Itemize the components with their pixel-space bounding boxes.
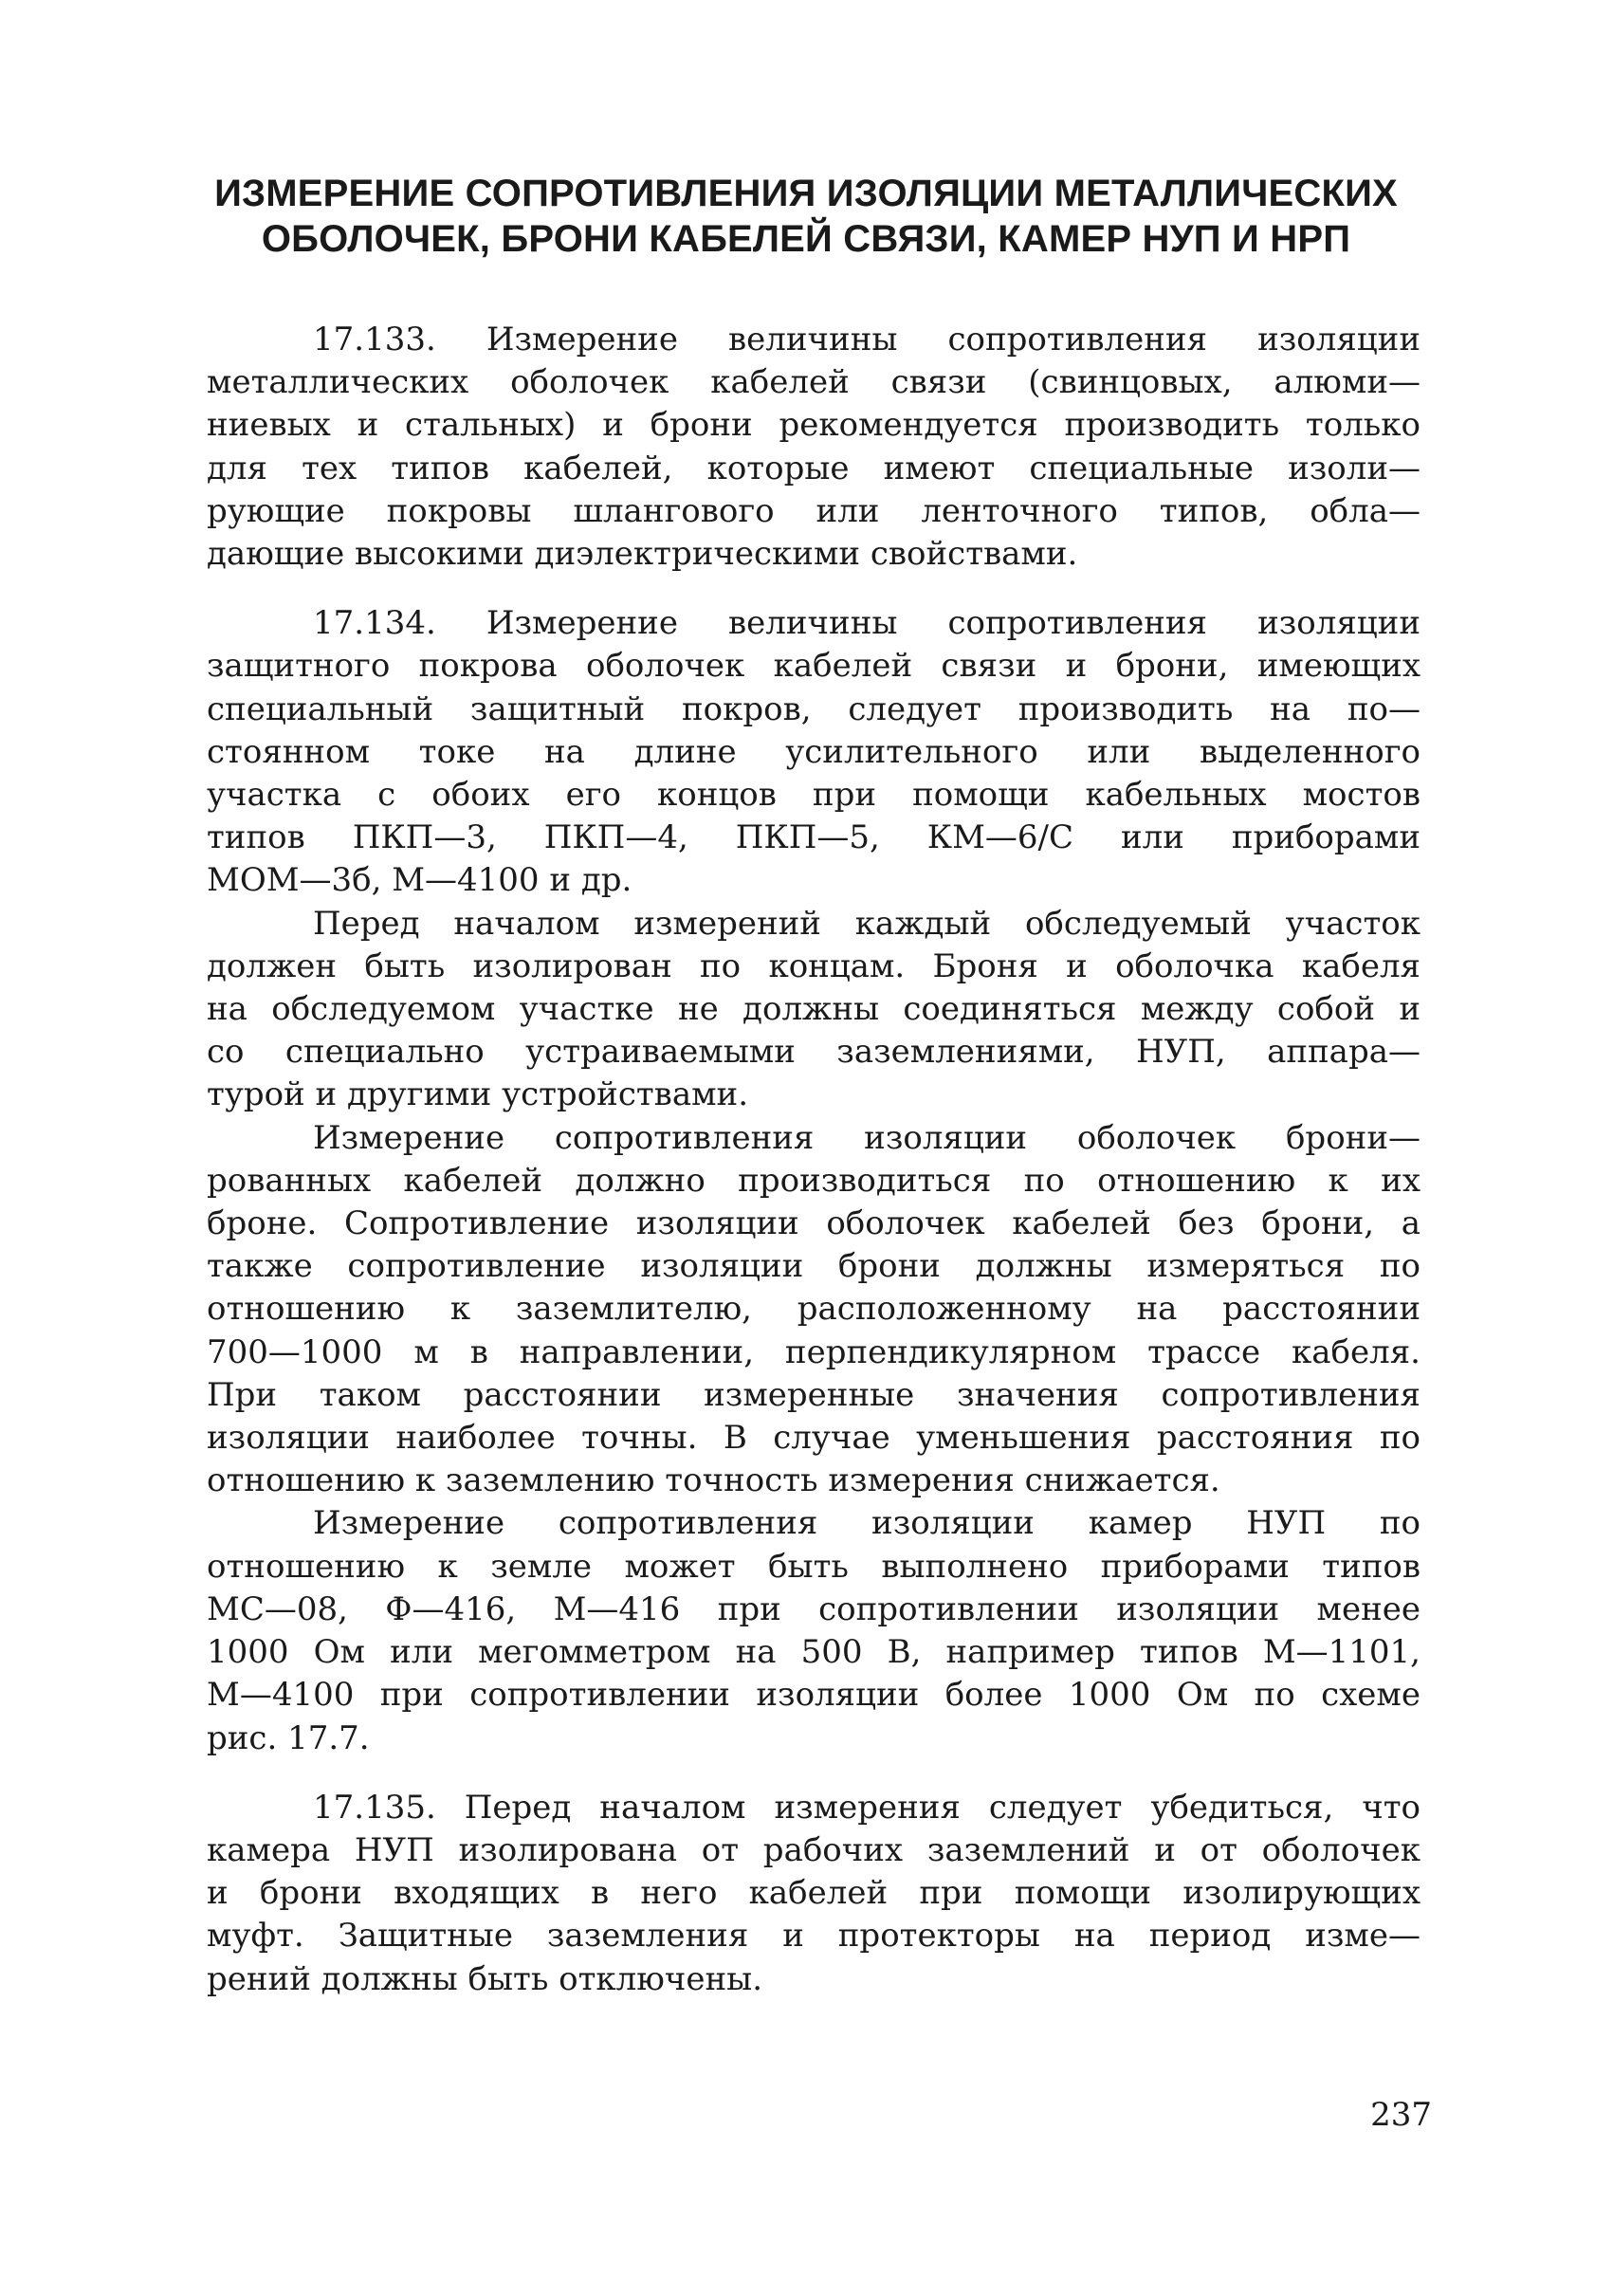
text-line: стоянном токе на длине усилительного или выделенного [207,732,1421,771]
text-line: также сопротивление изоляции брони должны измеряться по [207,1247,1421,1286]
text-line: рений должны быть отключены. [207,1959,763,1998]
section-heading-line-1: ИЗМЕРЕНИЕ СОПРОТИВЛЕНИЯ ИЗОЛЯЦИИ МЕТАЛЛИЧЕСКИХ [214,173,1398,214]
text-line: отношению к заземлению точность измерения снижается. [207,1461,1220,1500]
text-line: рованных кабелей должно производиться по отношению к их [207,1161,1421,1200]
text-line: ниевых и стальных) и брони рекомендуется производить только [207,406,1421,445]
text-line: отношению к земле может быть выполнено приборами типов [207,1547,1421,1586]
text-line: и брони входящих в него кабелей при помощи изолирующих [207,1874,1421,1913]
text-line: 17.135. Перед началом измерения следует убедиться, что [313,1788,1421,1827]
text-line: отношению к заземлителю, расположенному на расстоянии [207,1290,1421,1329]
section-heading [190,171,1422,262]
text-line: броне. Сопротивление изоляции оболочек кабелей без брони, а [207,1204,1421,1243]
text-line: Измерение сопротивления изоляции оболочек брони— [313,1118,1421,1157]
text-line: дающие высокими диэлектрическими свойствами. [207,535,1078,574]
paragraph-preparation [207,903,1421,1117]
text-line: 1000 Ом или мегомметром на 500 В, например типов М—1101, [207,1633,1421,1672]
text-line: рующие покровы шлангового или ленточного типов, обла— [207,491,1421,530]
paragraph-17-135 [207,1787,1421,2001]
text-line: Измерение сопротивления изоляции камер НУП по [313,1504,1421,1543]
text-line: МОМ—3б, М—4100 и др. [207,861,632,900]
text-line: При таком расстоянии измеренные значения сопротивления [207,1375,1421,1414]
paragraph-chamber-measurement [207,1502,1421,1759]
text-line: 700—1000 м в направлении, перпендикулярном трассе кабеля. [207,1332,1421,1371]
section-heading-line-2: ОБОЛОЧЕК, БРОНИ КАБЕЛЕЙ СВЯЗИ, КАМЕР НУП И НРП [261,218,1351,260]
paragraph-17-133 [207,319,1421,576]
text-line: МС—08, Ф—416, М—416 при сопротивлении изоляции менее [207,1589,1421,1628]
text-line: 17.133. Измерение величины сопротивления изоляции [313,321,1421,358]
text-line: на обследуемом участке не должны соединяться между собой и [207,990,1421,1029]
text-line: М—4100 при сопротивлении изоляции более 1000 Ом по схеме [207,1676,1421,1715]
text-line: типов ПКП—3, ПКП—4, ПКП—5, КМ—6/С или приборами [207,818,1421,857]
text-line: 17.134. Измерение величины сопротивления изоляции [313,604,1421,643]
text-line: должен быть изолирован по концам. Броня и оболочка кабеля [207,946,1421,985]
page-number: 237 [1370,2096,1432,2134]
text-line: специальный защитный покров, следует производить на по— [207,689,1421,728]
text-line: защитного покрова оболочек кабелей связи и брони, имеющих [207,647,1421,686]
paragraph-sheath-measurement [207,1117,1421,1503]
text-line: со специально устраиваемыми заземлениями, НУП, аппара— [207,1033,1421,1072]
text-line: изоляции наиболее точны. В случае уменьшения расстояния по [207,1419,1421,1458]
text-line: рис. 17.7. [207,1718,370,1757]
paragraph-gap [207,576,1421,602]
paragraph-gap [207,1760,1421,1787]
text-line: для тех типов кабелей, которые имеют специальные изоли— [207,449,1421,487]
paragraph-17-134 [207,602,1421,902]
text-line: муфт. Защитные заземления и протекторы на период изме— [207,1917,1421,1956]
text-line: участка с обоих его концов при помощи кабельных мостов [207,776,1421,815]
text-line: турой и другими устройствами. [207,1075,749,1114]
text-line: металлических оболочек кабелей связи (свинцовых, алюми— [207,363,1421,402]
body-text [207,319,1421,2001]
text-line: Перед началом измерений каждый обследуемый участок [313,904,1421,943]
text-line: камера НУП изолирована от рабочих заземлений и от оболочек [207,1830,1421,1869]
